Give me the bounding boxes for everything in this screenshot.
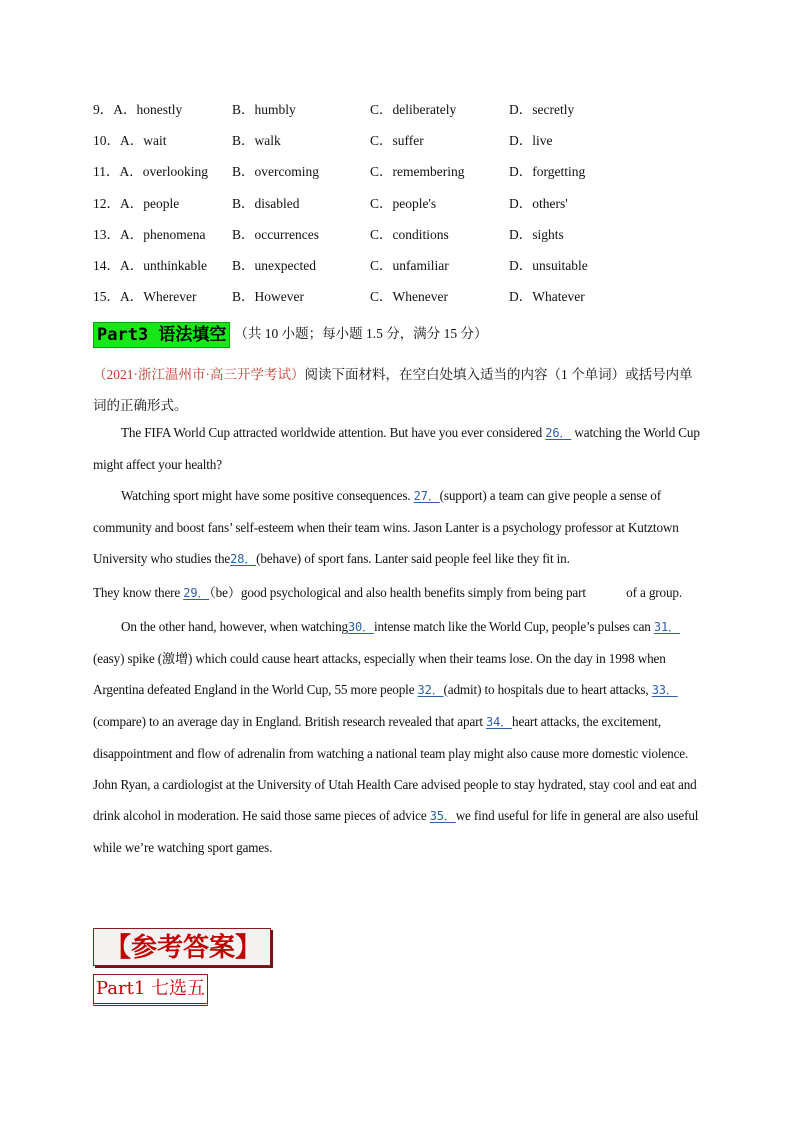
option-row <box>93 99 713 121</box>
blank-28[interactable]: 28． <box>230 552 257 566</box>
option-d: D．unsuitable <box>509 258 588 273</box>
answer-title: 【参考答案】 <box>104 933 261 963</box>
option-b: B．overcoming <box>232 164 319 179</box>
option-b: B．occurrences <box>232 227 319 242</box>
option-d: D．secretly <box>509 102 575 117</box>
option-c: C．Whenever <box>370 289 448 304</box>
option-b: B．walk <box>232 133 281 148</box>
option-a: 13．A．phenomena <box>93 227 206 242</box>
option-b: B．However <box>232 289 304 304</box>
part3-title: Part3 语法填空 <box>93 322 230 348</box>
option-c: C．conditions <box>370 227 449 242</box>
blank-32[interactable]: 32． <box>417 683 444 697</box>
option-c: C．deliberately <box>370 102 457 117</box>
option-row <box>93 255 713 277</box>
option-d: D．forgetting <box>509 164 586 179</box>
option-d: D．sights <box>509 227 564 242</box>
blank-30[interactable]: 30． <box>347 620 374 634</box>
exam-source: （2021·浙江温州市·高三开学考试） <box>93 367 305 382</box>
option-a: 9．A．honestly <box>93 102 183 117</box>
blank-35[interactable]: 35． <box>429 809 456 823</box>
option-row <box>93 130 713 152</box>
blank-34[interactable]: 34． <box>486 715 513 729</box>
part3-note: （共 10 小题；每小题 1.5 分，满分 15 分） <box>234 326 488 341</box>
option-row <box>93 193 713 215</box>
option-a: 10．A．wait <box>93 133 167 148</box>
option-b: B．unexpected <box>232 258 316 273</box>
option-d: D．others' <box>509 196 568 211</box>
option-a: 11．A．overlooking <box>93 164 208 179</box>
option-c: C．remembering <box>370 164 465 179</box>
option-row <box>93 224 713 246</box>
part3-header <box>93 322 488 346</box>
option-c: C．unfamiliar <box>370 258 449 273</box>
option-d: D．live <box>509 133 553 148</box>
answer-header <box>93 928 271 966</box>
paragraph: Watching sport might have some positive consequences. 27．(support) a team can give people a sense of community and boost fans’ self-esteem when their team wins. Jason Lanter is a psychology professor at Kutztown University who studies the28．(behave) of sport fans. Lanter said people feel like they fit in. <box>93 488 679 566</box>
passage <box>93 417 705 863</box>
blank-31[interactable]: 31． <box>653 620 680 634</box>
option-row <box>93 286 713 308</box>
option-b: B．humbly <box>232 102 296 117</box>
paragraph: On the other hand, however, when watching30．intense match like the World Cup, people’s pulses can 31．(easy) spike (激增) which could cause heart attacks, especially when their teams lose. On the day in 1998 when Argentina defeated England in the World Cup, 55 more people 32．(admit) to hospitals due to heart attacks, 33．(compare) to an average day in England. British research revealed that apart 34．heart attacks, the excitement, disappointment and flow of adrenalin from watching a national team play might also cause more domestic violence. <box>93 619 689 761</box>
paragraph: John Ryan, a cardiologist at the University of Utah Health Care advised people to stay hydrated, stay cool and eat and drink alcohol in moderation. He said those same pieces of advice 35．we find useful for life in general are also useful while we’re watching sport games. <box>93 777 699 855</box>
option-b: B．disabled <box>232 196 300 211</box>
blank-29[interactable]: 29． <box>183 586 210 600</box>
instruction <box>93 359 705 421</box>
paragraph: They know there 29．（be）good psychological and also health benefits simply from being part of a group. <box>93 585 683 600</box>
blank-27[interactable]: 27． <box>413 489 440 503</box>
paragraph: The FIFA World Cup attracted worldwide attention. But have you ever considered 26． watching the World Cup might affect your health? <box>93 425 700 472</box>
option-a: 14．A．unthinkable <box>93 258 207 273</box>
option-c: C．suffer <box>370 133 424 148</box>
instruction-text: 阅读下面材料，在空白处填入适当的内容（1 个单词）或括号内单词的正确形式。 <box>93 367 693 413</box>
option-row <box>93 161 713 183</box>
part1-header: Part1 七选五 <box>93 974 208 1006</box>
option-a: 15．A．Wherever <box>93 289 197 304</box>
option-a: 12．A．people <box>93 196 180 211</box>
option-c: C．people's <box>370 196 437 211</box>
option-d: D．Whatever <box>509 289 585 304</box>
blank-33[interactable]: 33． <box>651 683 678 697</box>
blank-26[interactable]: 26． <box>545 426 572 440</box>
